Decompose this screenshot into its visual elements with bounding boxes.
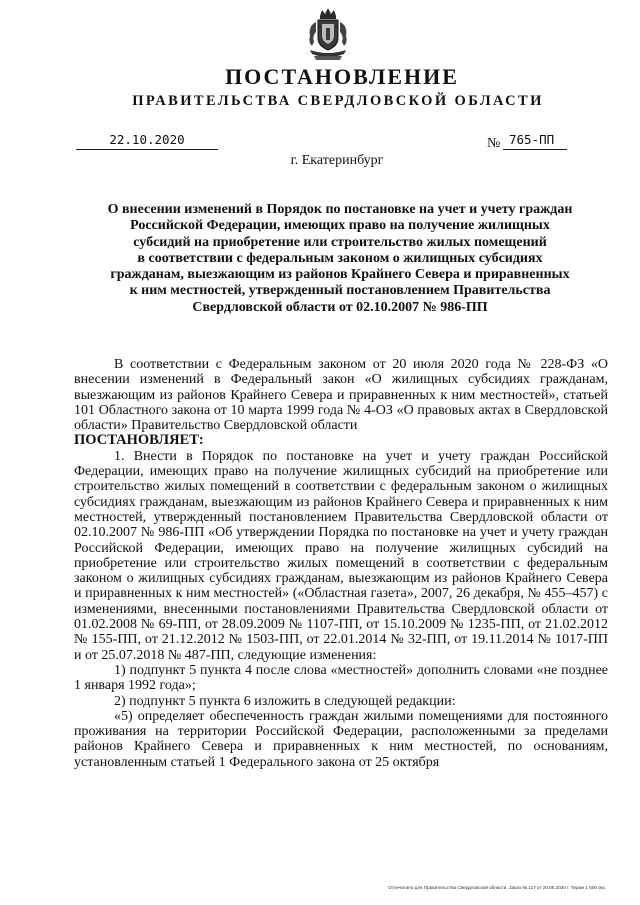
coat-of-arms-icon (302, 6, 354, 62)
heading-line: Российской Федерации, имеющих право на получение жилищных (130, 218, 550, 234)
heading-line: в соответствии с федеральным законом о жилищных субсидиях (137, 250, 543, 266)
document-title: ПОСТАНОВЛЕНИЕ (225, 64, 459, 89)
heading-line: гражданам, выезжающим из районов Крайнего Севера и приравненных (110, 267, 570, 283)
document-number: 765-ПП (503, 132, 567, 150)
document-heading (72, 202, 608, 316)
heading-line: О внесении изменений в Порядок по постановке на учет и учету граждан (107, 202, 573, 217)
heading-line: Свердловской области от 02.10.2007 № 986-ПП (192, 299, 488, 315)
print-footer: Отпечатано для Правительства Свердловской области. Заказ № 117 от 20.05.2020 г. Тираж 1 500 экз. (388, 885, 606, 890)
heading-line: к ним местностей, утвержденный постановлением Правительства (129, 283, 551, 299)
number-sign: № (487, 136, 501, 151)
quoted-paragraph: «5) определяет обеспеченность граждан жилыми помещениями для постоянного проживания на территории Российской Федерации, расположенными за пределами районов Крайнего Севера и приравненных к ним местностей, по основаниям, установленным статьей 1 Федерального закона от 25 октября (74, 708, 608, 770)
document-city: г. Екатеринбург (290, 153, 384, 168)
resolves-heading: ПОСТАНОВЛЯЕТ: (74, 432, 204, 449)
issuing-authority: ПРАВИТЕЛЬСТВА СВЕРДЛОВСКОЙ ОБЛАСТИ (132, 93, 544, 109)
document-date: 22.10.2020 (76, 132, 218, 150)
document-body (74, 357, 608, 770)
item-1-paragraph: 1. Внести в Порядок по постановке на учет и учету граждан Российской Федерации, имеющих право на получение жилищных субсидий на приобретение или строительство жилых помещений в соответствии с федеральным законом о жилищных субсидиях гражданам, выезжающим из районов Крайнего Севера и приравненных к ним местностей, утвержденный постановлением Правительства Свердловской области от 02.10.2007 № 986-ПП «Об утверждении Порядка по постановке на учет и учету граждан Российской Федерации, имеющих право на получение жилищных субсидий на приобретение или строительство жилых помещений в соответствии с федеральным законом о жилищных субсидиях гражданам, выезжающим из районов Крайнего Севера и приравненных к ним местностей» («Областная газета», 2007, 26 декабря, № 455–457) с изменениями, внесенными постановлениями Правительства Свердловской области от 01.02.2008 № 69-ПП, от 28.09.2009 № 1107-ПП, от 15.10.2009 № 1235-ПП, от 21.02.2012 № 155-ПП, от 21.12.2012 № 1503-ПП, от 22.01.2014 № 32-ПП, от 19.11.2014 № 1017-ПП и от 25.07.2018 № 487-ПП, следующие изменения: (74, 448, 608, 663)
subitem-1-paragraph: 1) подпункт 5 пункта 4 после слова «местностей» дополнить словами «не позднее 1 января 1992 года»; (74, 662, 608, 694)
subitem-2-paragraph: 2) подпункт 5 пункта 6 изложить в следующей редакции: (114, 693, 456, 709)
preamble-paragraph: В соответствии с Федеральным законом от 20 июля 2020 года № 228-ФЗ «О внесении изменений в Федеральный закон «О жилищных субсидиях гражданам, выезжающим из районов Крайнего Севера и приравненных к ним местностей», статьей 101 Областного закона от 10 марта 1999 года № 4-ОЗ «О правовых актах в Свердловской области» Правительство Свердловской области (74, 357, 608, 434)
heading-line: субсидий на приобретение или строительство жилых помещений (133, 234, 547, 250)
